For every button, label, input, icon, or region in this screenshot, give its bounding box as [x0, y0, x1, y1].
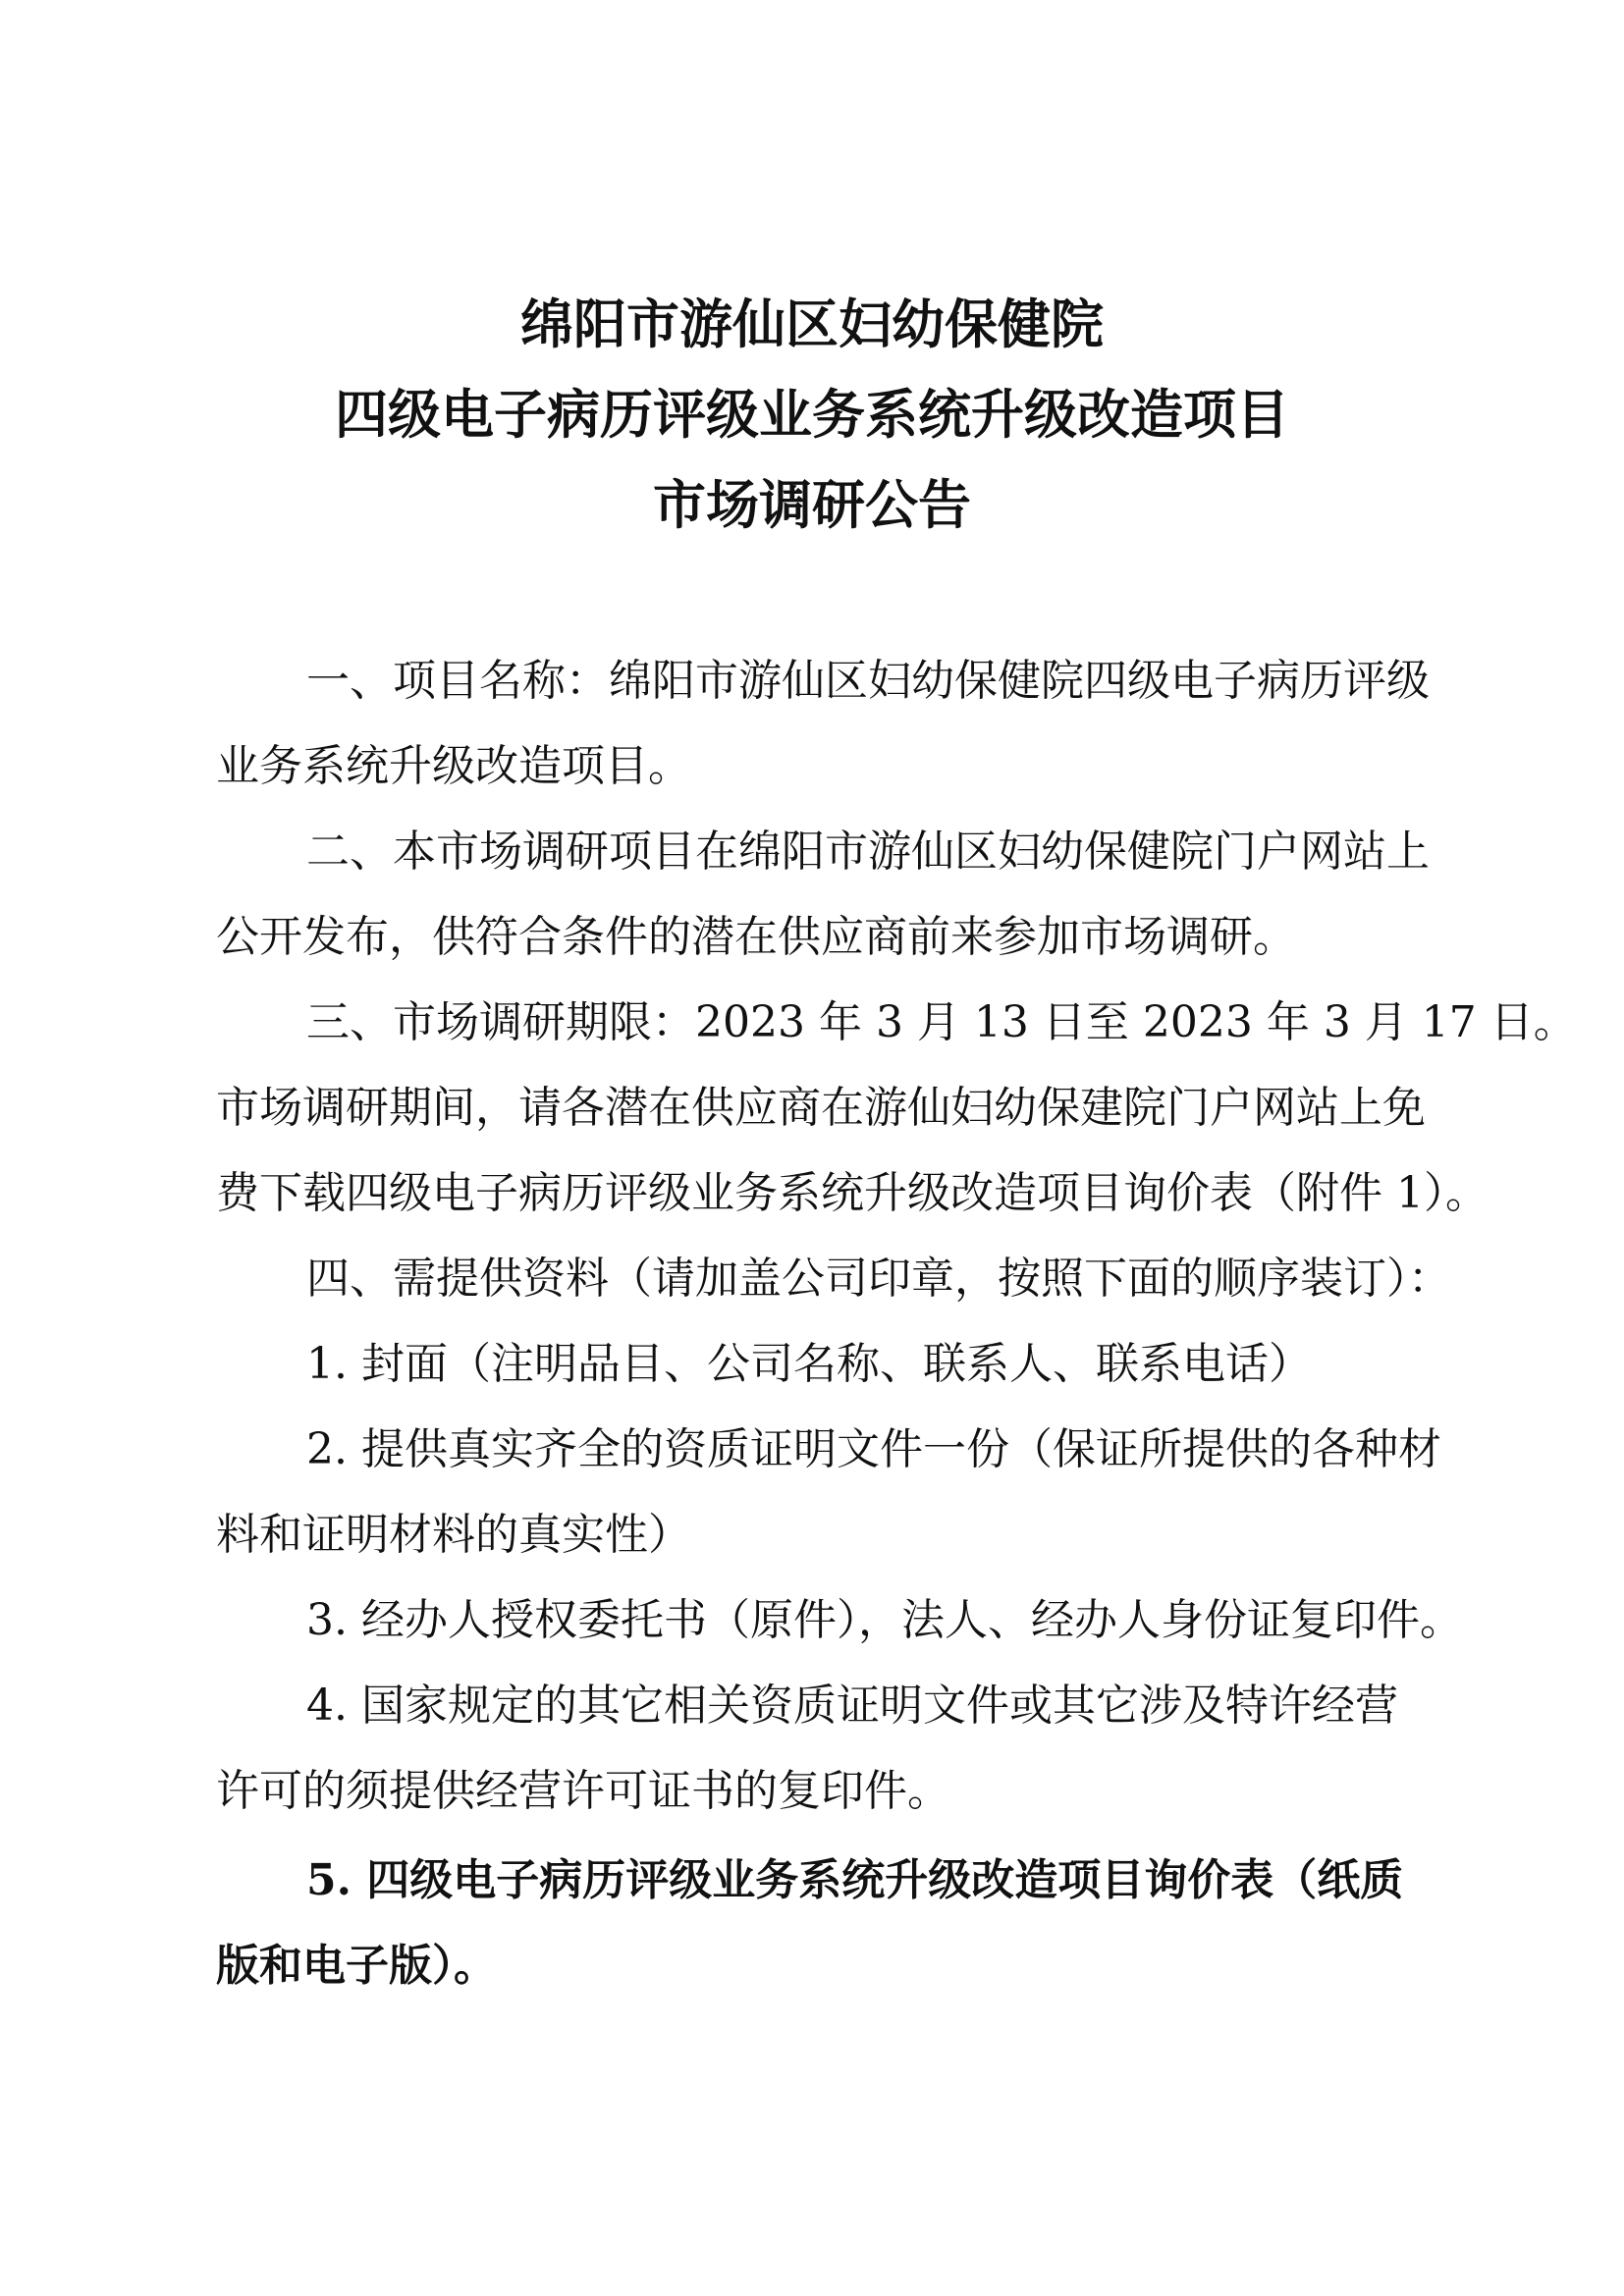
section-3-line-3: 费下载四级电子病历评级业务系统升级改造项目询价表（附件 1）。: [216, 1168, 1489, 1218]
title-line-1: 绵阳市游仙区妇幼保健院: [520, 293, 1104, 355]
item-5-line-1: 5. 四级电子病历评级业务系统升级改造项目询价表（纸质: [306, 1855, 1404, 1905]
item-5-line-2: 版和电子版）。: [216, 1941, 497, 1991]
section-2-line-1: 二、本市场调研项目在绵阳市游仙区妇幼保健院门户网站上: [306, 827, 1430, 877]
section-1-line-1: 一、项目名称：绵阳市游仙区妇幼保健院四级电子病历评级: [306, 656, 1430, 706]
section-3-line-2: 市场调研期间，请各潜在供应商在游仙妇幼保建院门户网站上免: [216, 1083, 1426, 1133]
item-4-line-1: 4. 国家规定的其它相关资质证明文件或其它涉及特许经营: [306, 1681, 1398, 1731]
section-1-line-2: 业务系统升级改造项目。: [216, 741, 691, 791]
title-line-3: 市场调研公告: [653, 473, 971, 536]
item-2-line-2: 料和证明材料的真实性）: [216, 1510, 691, 1560]
section-3-line-1: 三、市场调研期限：2023 年 3 月 13 日至 2023 年 3 月 17 日。: [306, 997, 1577, 1047]
section-2-line-2: 公开发布，供符合条件的潜在供应商前来参加市场调研。: [216, 912, 1296, 962]
title-line-2: 四级电子病历评级业务系统升级改造项目: [335, 383, 1289, 446]
item-2-line-1: 2. 提供真实齐全的资质证明文件一份（保证所提供的各种材: [306, 1424, 1441, 1474]
item-4-line-2: 许可的须提供经营许可证书的复印件。: [216, 1766, 950, 1816]
item-1-line-1: 1. 封面（注明品目、公司名称、联系人、联系电话）: [306, 1339, 1312, 1389]
item-3-line-1: 3. 经办人授权委托书（原件），法人、经办人身份证复印件。: [306, 1595, 1463, 1645]
section-4-line-1: 四、需提供资料（请加盖公司印章，按照下面的顺序装订）：: [306, 1254, 1451, 1304]
